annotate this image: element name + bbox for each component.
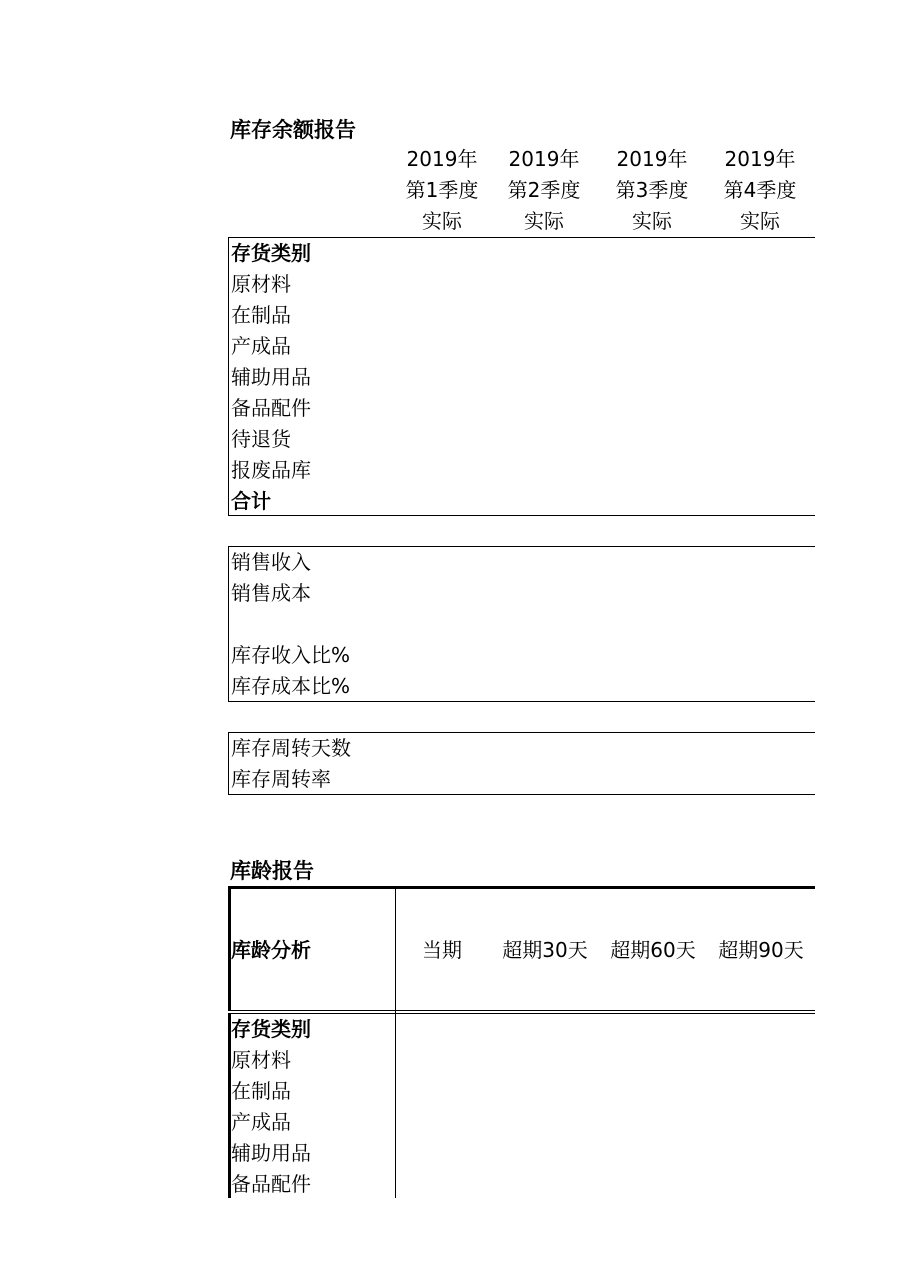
category-row: 报废品库 bbox=[231, 458, 311, 482]
aging-report-title: 库龄报告 bbox=[230, 859, 314, 883]
aging-analysis-label: 库龄分析 bbox=[231, 938, 311, 962]
column-type: 实际 bbox=[422, 209, 462, 233]
turnover-row: 库存周转天数 bbox=[231, 736, 351, 760]
column-year: 2019年 bbox=[616, 147, 688, 171]
category-row: 在制品 bbox=[231, 303, 291, 327]
aging-category-header: 存货类别 bbox=[231, 1017, 311, 1041]
turnover-block-left bbox=[228, 732, 229, 794]
aging-category-row: 备品配件 bbox=[231, 1172, 311, 1196]
category-row: 待退货 bbox=[231, 427, 291, 451]
aging-category-row: 产成品 bbox=[231, 1110, 291, 1134]
column-year: 2019年 bbox=[406, 147, 478, 171]
aging-header-bottom-1 bbox=[228, 1010, 815, 1011]
aging-column-30: 超期30天 bbox=[502, 938, 588, 962]
category-row: 原材料 bbox=[231, 272, 291, 296]
column-year: 2019年 bbox=[508, 147, 580, 171]
inventory-report-title: 库存余额报告 bbox=[230, 118, 356, 142]
aging-category-row: 在制品 bbox=[231, 1079, 291, 1103]
column-type: 实际 bbox=[740, 209, 780, 233]
column-quarter: 第3季度 bbox=[615, 178, 689, 202]
column-quarter: 第2季度 bbox=[507, 178, 581, 202]
turnover-row: 库存周转率 bbox=[231, 767, 331, 791]
aging-column-60: 超期60天 bbox=[610, 938, 696, 962]
sales-row: 销售收入 bbox=[231, 550, 311, 574]
category-row: 备品配件 bbox=[231, 396, 311, 420]
aging-category-row: 辅助用品 bbox=[231, 1141, 311, 1165]
column-quarter: 第1季度 bbox=[405, 178, 479, 202]
table-border-top bbox=[228, 237, 815, 238]
category-header: 存货类别 bbox=[231, 241, 311, 265]
table-border-left bbox=[228, 237, 229, 515]
column-year: 2019年 bbox=[724, 147, 796, 171]
aging-header-bottom-2 bbox=[228, 1013, 815, 1014]
sales-block-left bbox=[228, 546, 229, 701]
column-type: 实际 bbox=[524, 209, 564, 233]
aging-header-divider bbox=[395, 886, 396, 1198]
total-row: 合计 bbox=[231, 489, 271, 513]
ratio-row: 库存成本比% bbox=[231, 674, 351, 698]
aging-column-current: 当期 bbox=[422, 938, 462, 962]
column-quarter: 第4季度 bbox=[723, 178, 797, 202]
category-row: 产成品 bbox=[231, 334, 291, 358]
sales-block-top bbox=[228, 546, 815, 547]
ratio-row: 库存收入比% bbox=[231, 643, 351, 667]
aging-column-90: 超期90天 bbox=[718, 938, 804, 962]
table-border-bottom bbox=[228, 515, 815, 516]
category-row: 辅助用品 bbox=[231, 365, 311, 389]
aging-category-row: 原材料 bbox=[231, 1048, 291, 1072]
sales-row: 销售成本 bbox=[231, 581, 311, 605]
column-type: 实际 bbox=[632, 209, 672, 233]
